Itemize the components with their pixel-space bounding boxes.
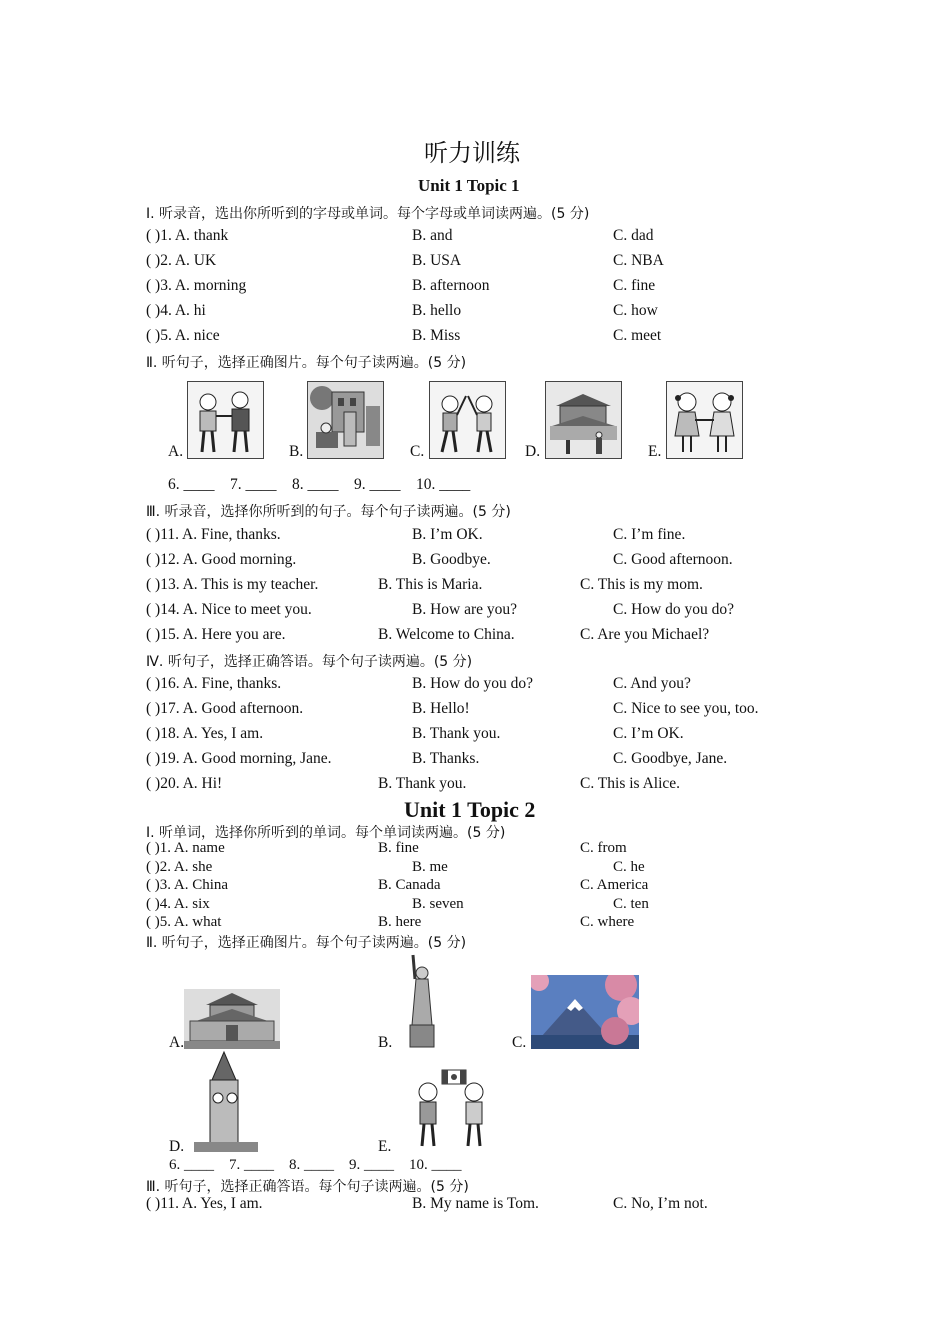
question-stem-option-a: ( )3. A. morning: [146, 277, 247, 294]
question-option-c: C. dad: [613, 227, 654, 244]
t1-picture-d: [545, 381, 622, 459]
question-option-c: C. from: [580, 840, 627, 856]
t2-pic-label-b: B.: [378, 1034, 393, 1051]
t2-sec1-instruction: Ⅰ. 听单词，选择你所听到的单词。每个单词读两遍。(5 分): [146, 825, 506, 841]
question-option-b: B. My name is Tom.: [412, 1195, 539, 1212]
question-option-b: B. Canada: [378, 877, 441, 894]
t2-sec3-instruction: Ⅲ. 听句子，选择正确答语。每个句子读两遍。(5 分): [146, 1179, 469, 1195]
t1-pic-label-d: D.: [525, 443, 541, 460]
question-option-c: C. NBA: [613, 252, 664, 269]
question-option-b: B. here: [378, 914, 422, 931]
question-stem-option-a: ( )13. A. This is my teacher.: [146, 576, 319, 593]
question-option-c: C. America: [580, 877, 649, 894]
question-option-b: B. Welcome to China.: [378, 626, 515, 643]
question-stem-option-a: ( )5. A. what: [146, 914, 222, 931]
t2-picture-a: [184, 989, 280, 1049]
question-option-c: C. I’m OK.: [613, 725, 684, 742]
t1-sec2-instruction: Ⅱ. 听句子，选择正确图片。每个句子读两遍。(5 分): [146, 355, 467, 371]
question-option-c: C. meet: [613, 327, 662, 344]
question-stem-option-a: ( )15. A. Here you are.: [146, 626, 286, 643]
topic2-heading: Unit 1 Topic 2: [404, 797, 536, 822]
question-option-b: B. me: [412, 858, 448, 875]
question-stem-option-a: ( )3. A. China: [146, 877, 229, 894]
question-stem-option-a: ( )5. A. nice: [146, 327, 220, 344]
t1-picture-e: [666, 381, 743, 459]
t1-sec4-instruction: Ⅳ. 听句子，选择正确答语。每个句子读两遍。(5 分): [146, 654, 473, 670]
question-option-c: C. ten: [613, 895, 649, 912]
t1-picture-b: [307, 381, 384, 459]
question-option-b: B. seven: [412, 895, 464, 912]
question-option-b: B. I’m OK.: [412, 526, 483, 543]
question-option-b: B. and: [412, 227, 453, 244]
question-option-b: B. Thank you.: [378, 775, 467, 792]
question-option-b: B. How are you?: [412, 601, 518, 618]
question-option-c: C. Goodbye, Jane.: [613, 750, 728, 767]
question-option-b: B. fine: [378, 840, 419, 856]
question-option-c: C. where: [580, 914, 635, 931]
question-option-b: B. Miss: [412, 327, 461, 344]
question-stem-option-a: ( )20. A. Hi!: [146, 775, 223, 792]
question-option-c: C. No, I’m not.: [613, 1195, 708, 1212]
question-option-c: C. Good afternoon.: [613, 551, 733, 568]
question-option-b: B. Thanks.: [412, 750, 480, 767]
question-stem-option-a: ( )19. A. Good morning, Jane.: [146, 750, 332, 767]
question-stem-option-a: ( )4. A. six: [146, 895, 210, 912]
question-stem-option-a: ( )17. A. Good afternoon.: [146, 700, 304, 717]
t1-sec3-instruction: Ⅲ. 听录音，选择你所听到的句子。每个句子读两遍。(5 分): [146, 504, 511, 520]
t2-sec2-blanks: 6. ____ 7. ____ 8. ____ 9. ____ 10. ____: [169, 1157, 462, 1173]
question-stem-option-a: ( )11. A. Fine, thanks.: [146, 526, 281, 543]
t2-picture-b: [404, 953, 440, 1049]
question-stem-option-a: ( )11. A. Yes, I am.: [146, 1195, 263, 1212]
question-stem-option-a: ( )2. A. UK: [146, 252, 217, 269]
question-option-c: C. how: [613, 302, 658, 319]
question-option-b: B. Hello!: [412, 700, 470, 717]
question-stem-option-a: ( )18. A. Yes, I am.: [146, 725, 264, 742]
question-option-c: C. Are you Michael?: [580, 626, 710, 643]
t1-sec1-instruction: Ⅰ. 听录音，选出你所听到的字母或单词。每个字母或单词读两遍。(5 分): [146, 206, 590, 222]
t1-pic-label-c: C.: [410, 443, 425, 460]
question-option-b: B. USA: [412, 252, 462, 269]
question-option-b: B. Thank you.: [412, 725, 501, 742]
question-option-c: C. This is Alice.: [580, 775, 681, 792]
question-stem-option-a: ( )16. A. Fine, thanks.: [146, 675, 282, 692]
question-option-b: B. afternoon: [412, 277, 490, 294]
t2-picture-e: [404, 1068, 496, 1150]
question-option-c: C. Nice to see you, too.: [613, 700, 759, 717]
question-stem-option-a: ( )2. A. she: [146, 858, 213, 875]
question-stem-option-a: ( )1. A. thank: [146, 227, 229, 244]
question-option-c: C. he: [613, 858, 645, 875]
question-option-c: C. fine: [613, 277, 656, 294]
question-stem-option-a: ( )12. A. Good morning.: [146, 551, 297, 568]
t1-pic-label-b: B.: [289, 443, 304, 460]
question-option-b: B. hello: [412, 302, 462, 319]
question-option-c: C. And you?: [613, 675, 691, 692]
t2-sec2-instruction: Ⅱ. 听句子，选择正确图片。每个句子读两遍。(5 分): [146, 935, 467, 951]
topic1-heading: Unit 1 Topic 1: [418, 176, 520, 195]
question-stem-option-a: ( )14. A. Nice to meet you.: [146, 601, 312, 618]
page-title: 听力训练: [424, 141, 520, 167]
question-option-b: B. Goodbye.: [412, 551, 491, 568]
question-stem-option-a: ( )1. A. name: [146, 840, 225, 856]
t2-pic-label-e: E.: [378, 1138, 392, 1155]
question-option-c: C. How do you do?: [613, 601, 734, 618]
t1-pic-label-e: E.: [648, 443, 662, 460]
question-option-c: C. This is my mom.: [580, 576, 703, 593]
t1-sec2-blanks: 6. ____ 7. ____ 8. ____ 9. ____ 10. ____: [168, 476, 471, 493]
question-stem-option-a: ( )4. A. hi: [146, 302, 206, 319]
question-option-b: B. This is Maria.: [378, 576, 483, 593]
t2-picture-d: [190, 1050, 262, 1154]
t2-pic-label-c: C.: [512, 1034, 527, 1051]
t2-pic-label-d: D.: [169, 1138, 185, 1155]
question-option-b: B. How do you do?: [412, 675, 533, 692]
t1-picture-a: [187, 381, 264, 459]
question-option-c: C. I’m fine.: [613, 526, 686, 543]
t2-picture-c: [531, 975, 639, 1049]
t1-picture-c: [429, 381, 506, 459]
t1-pic-label-a: A.: [168, 443, 184, 460]
t2-pic-label-a: A.: [169, 1034, 185, 1051]
